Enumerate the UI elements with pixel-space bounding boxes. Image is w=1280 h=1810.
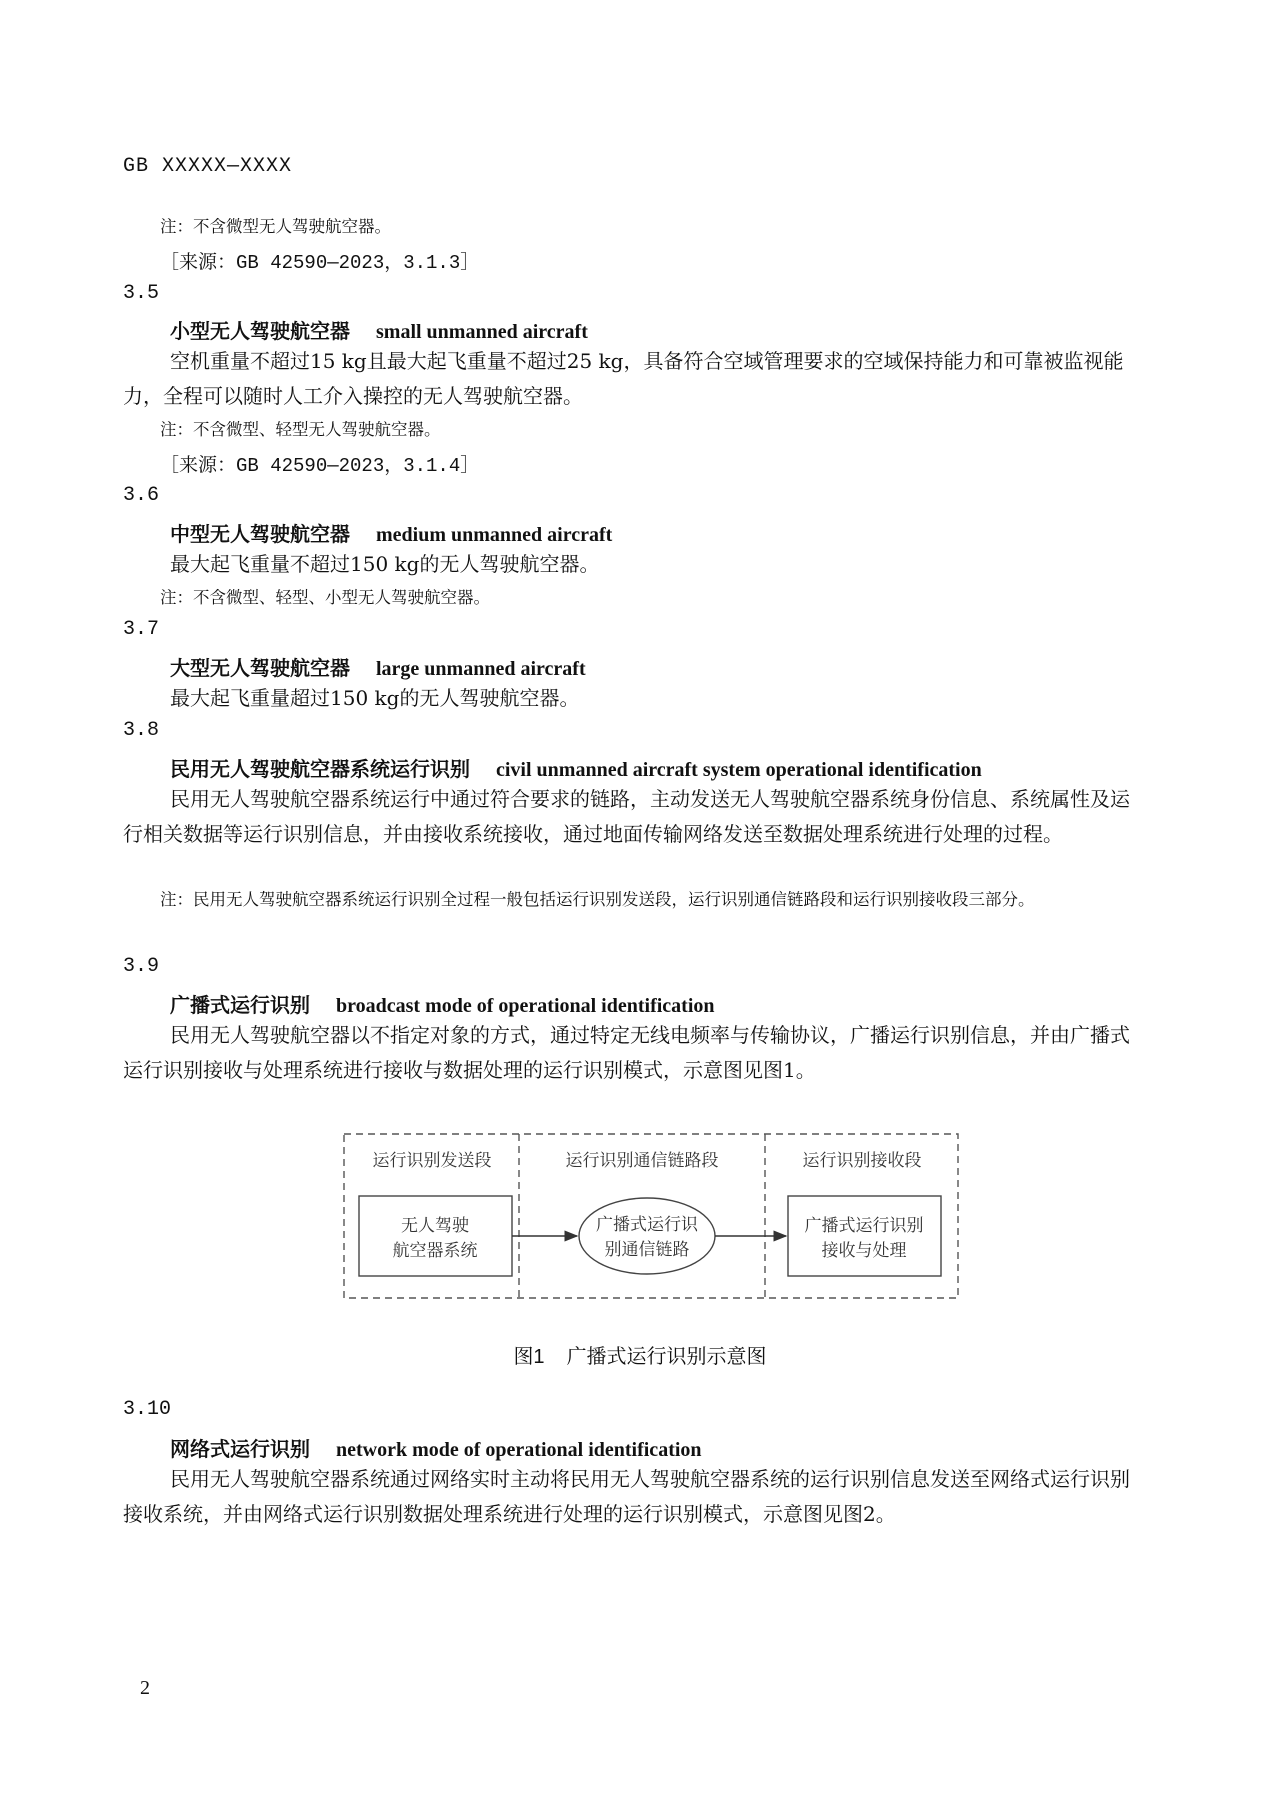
term-en: medium unmanned aircraft (376, 524, 613, 546)
term-3-8 (170, 753, 982, 782)
definition-3-5: 空机重量不超过15 kg且最大起飞重量不超过25 kg，具备符合空域管理要求的空域保持能力和可靠被监视能力，全程可以随时人工介入操控的无人驾驶航空器。 (123, 349, 1124, 408)
clause-number-3-10: 3.10 (123, 1398, 172, 1421)
clause-number-3-8: 3.8 (123, 719, 160, 742)
definition-3-8: 民用无人驾驶航空器系统运行中通过符合要求的链路，主动发送无人驾驶航空器系统身份信息、系统属性及运行相关数据等运行识别信息，并由接收系统接收，通过地面传输网络发送至数据处理系统进行处理的过程。 (123, 787, 1130, 846)
term-en: small unmanned aircraft (376, 321, 588, 343)
clause-number-3-5: 3.5 (123, 282, 160, 305)
note-3-6: 注：不含微型、轻型、小型无人驾驶航空器。 (160, 588, 490, 607)
term-3-9 (170, 989, 715, 1018)
term-en: large unmanned aircraft (376, 658, 586, 680)
note-3-8: 注：民用无人驾驶航空器系统运行识别全过程一般包括运行识别发送段，运行识别通信链路段和运行识别接收段三部分。 (160, 890, 1035, 909)
term-3-6 (170, 518, 612, 547)
figure-1-caption (0, 1340, 1280, 1369)
broadcast-link-node (579, 1198, 715, 1274)
clause-number-3-7: 3.7 (123, 618, 160, 641)
receiver-node-box (788, 1196, 941, 1276)
definition-3-7: 最大起飞重量超过150 kg的无人驾驶航空器。 (170, 686, 580, 710)
clause-number-3-9: 3.9 (123, 955, 160, 978)
uas-node-box (359, 1196, 512, 1276)
figure-1-diagram (342, 1132, 960, 1300)
segment-label-receive: 运行识别接收段 (802, 1151, 922, 1170)
link-node-line-2: 别通信链路 (604, 1240, 690, 1259)
receiver-node-line-2: 接收与处理 (821, 1241, 907, 1260)
segment-label-send: 运行识别发送段 (372, 1151, 492, 1170)
figure-caption-label: 图1 (513, 1346, 545, 1368)
note-3-4: 注：不含微型无人驾驶航空器。 (160, 217, 391, 236)
uas-node-line-2: 航空器系统 (392, 1241, 478, 1260)
term-en: civil unmanned aircraft system operational identification (496, 759, 982, 781)
standard-code-header: GB XXXXX—XXXX (123, 155, 293, 178)
page-number: 2 (140, 1677, 150, 1699)
term-en: network mode of operational identification (336, 1439, 702, 1461)
segment-label-link: 运行识别通信链路段 (565, 1151, 719, 1170)
uas-node-line-1: 无人驾驶 (401, 1216, 469, 1235)
term-cn: 网络式运行识别 (170, 1437, 310, 1461)
term-cn: 广播式运行识别 (170, 993, 310, 1017)
term-cn: 中型无人驾驶航空器 (170, 522, 350, 546)
term-en: broadcast mode of operational identification (336, 995, 715, 1017)
figure-caption-title: 广播式运行识别示意图 (566, 1346, 767, 1368)
term-3-5 (170, 315, 588, 344)
note-3-5: 注：不含微型、轻型无人驾驶航空器。 (160, 420, 441, 439)
receiver-node-line-1: 广播式运行识别 (804, 1216, 924, 1235)
term-cn: 小型无人驾驶航空器 (170, 319, 350, 343)
clause-number-3-6: 3.6 (123, 484, 160, 507)
link-node-line-1: 广播式运行识 (596, 1215, 698, 1234)
term-3-7 (170, 652, 586, 681)
term-cn: 民用无人驾驶航空器系统运行识别 (170, 757, 470, 781)
definition-3-6: 最大起飞重量不超过150 kg的无人驾驶航空器。 (170, 552, 600, 576)
definition-3-9: 民用无人驾驶航空器以不指定对象的方式，通过特定无线电频率与传输协议，广播运行识别信息，并由广播式运行识别接收与处理系统进行接收与数据处理的运行识别模式，示意图见图1。 (123, 1023, 1130, 1082)
source-3-4: ［来源：GB 42590—2023，3.1.3］ (160, 252, 480, 274)
term-3-10 (170, 1433, 702, 1462)
source-3-5: ［来源：GB 42590—2023，3.1.4］ (160, 455, 480, 477)
definition-3-10: 民用无人驾驶航空器系统通过网络实时主动将民用无人驾驶航空器系统的运行识别信息发送至网络式运行识别接收系统，并由网络式运行识别数据处理系统进行处理的运行识别模式，示意图见图2。 (123, 1467, 1130, 1526)
term-cn: 大型无人驾驶航空器 (170, 656, 350, 680)
